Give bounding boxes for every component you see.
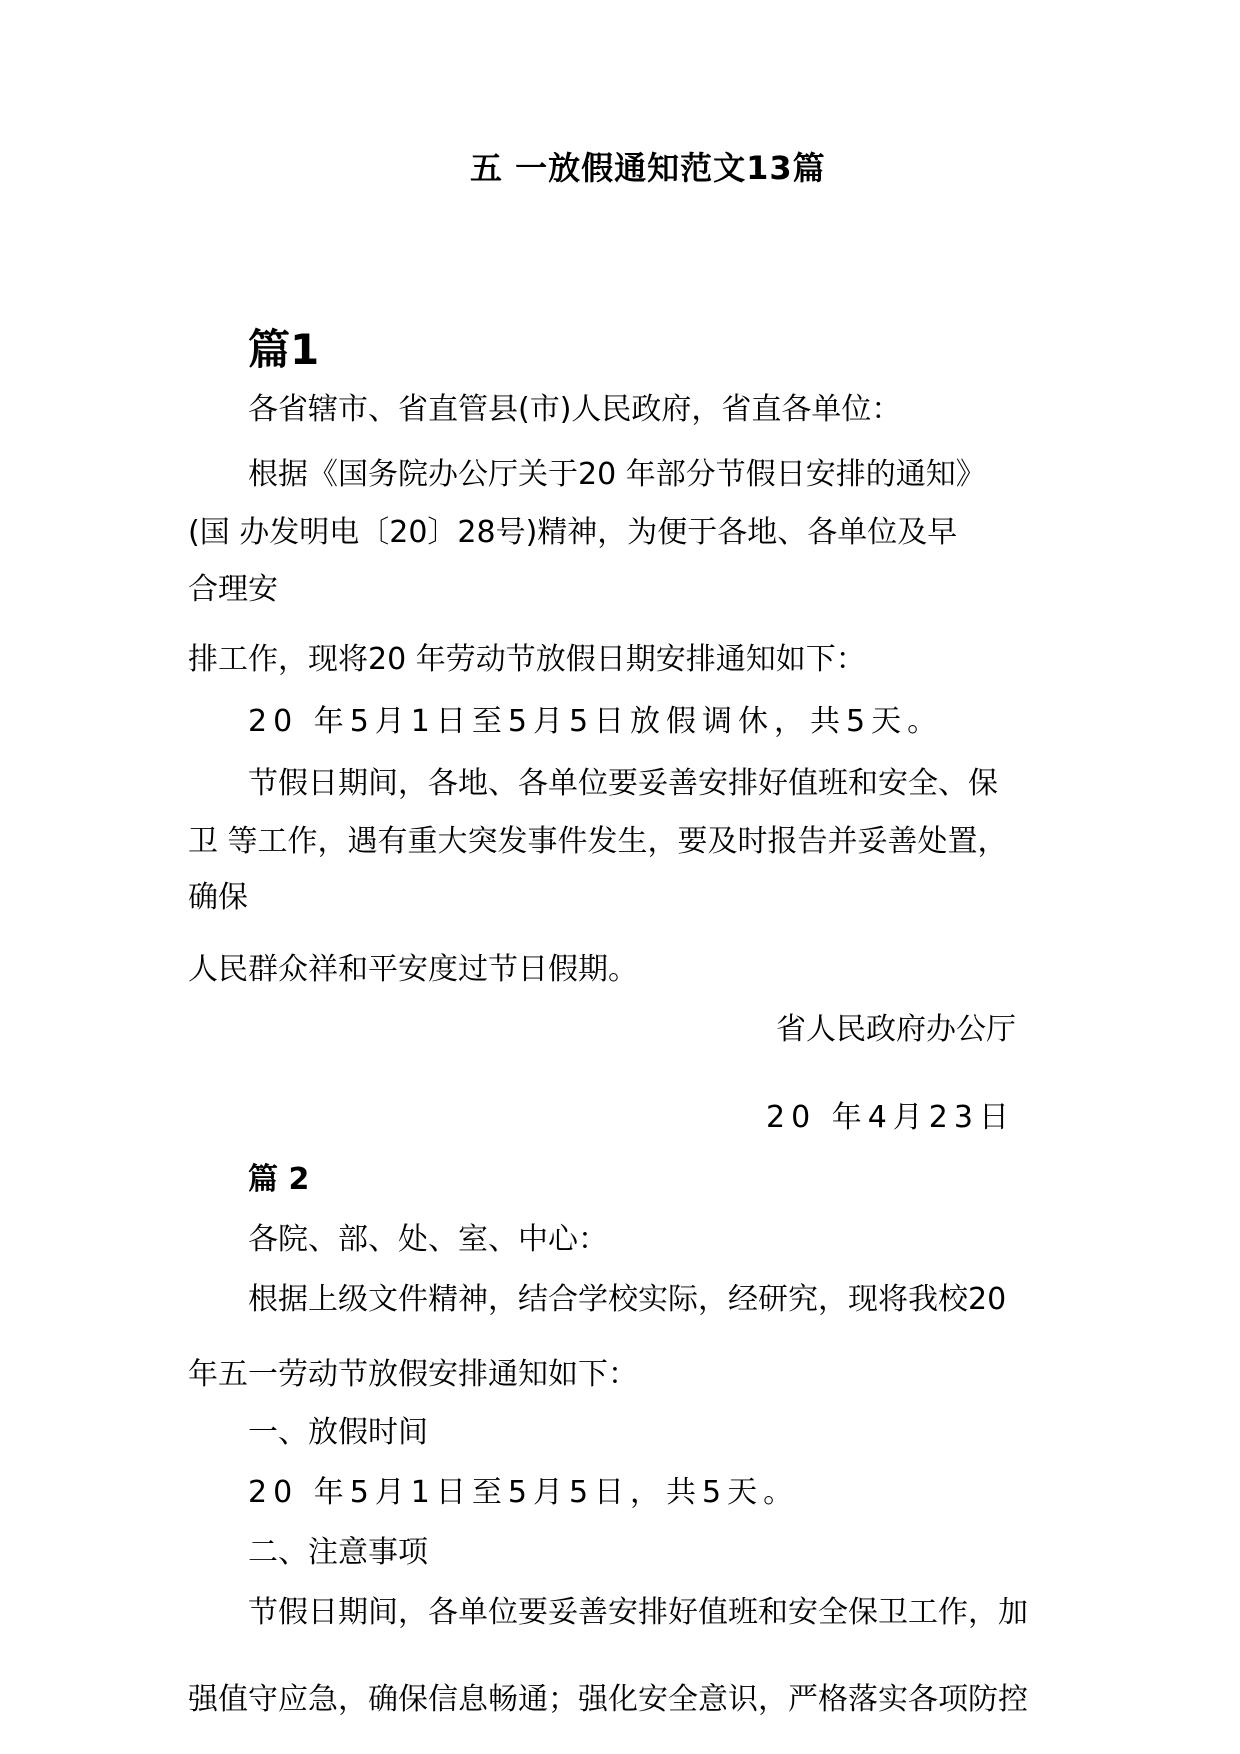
list-item-text: 20 年5月1日至5月5日，共5天。	[248, 1475, 800, 1510]
paragraph-line: (国 办发明电〔20〕28号)精神，为便于各地、各单位及早	[188, 515, 958, 550]
list-item-title: 一、放假时间	[248, 1415, 428, 1450]
document-title: 五 一放假通知范文13篇	[470, 149, 826, 187]
signature: 省人民政府办公厅	[776, 1012, 1016, 1047]
list-item-title: 二、注意事项	[248, 1535, 428, 1570]
paragraph-line: 人民群众祥和平安度过节日假期。	[188, 952, 638, 987]
paragraph-line: 根据上级文件精神，结合学校实际，经研究，现将我校20	[248, 1282, 1007, 1317]
paragraph-line: 排工作，现将20 年劳动节放假日期安排通知如下：	[188, 642, 866, 677]
paragraph-line: 年五一劳动节放假安排通知如下：	[188, 1357, 638, 1392]
paragraph-line: 卫 等工作，遇有重大突发事件发生，要及时报告并妥善处置，	[188, 824, 1008, 859]
paragraph-line: 合理安	[188, 572, 278, 607]
salutation: 各省辖市、省直管县(市)人民政府，省直各单位：	[248, 392, 902, 427]
date-line: 20 年4月23日	[766, 1100, 1015, 1135]
paragraph-line: 强值守应急，确保信息畅通；强化安全意识，严格落实各项防控	[188, 1682, 1028, 1717]
paragraph-line: 根据《国务院办公厅关于20 年部分节假日安排的通知》	[248, 457, 986, 492]
paragraph-line: 节假日期间，各地、各单位要妥善安排好值班和安全、保	[248, 766, 998, 801]
paragraph-line: 节假日期间，各单位要妥善安排好值班和安全保卫工作，加	[248, 1595, 1028, 1630]
salutation: 各院、部、处、室、中心：	[248, 1222, 608, 1257]
section-heading: 篇 2	[248, 1162, 310, 1197]
paragraph-line: 20 年5月1日至5月5日放假调休，共5天。	[248, 704, 944, 739]
section-heading: 篇1	[248, 325, 320, 374]
paragraph-line: 确保	[188, 880, 248, 915]
